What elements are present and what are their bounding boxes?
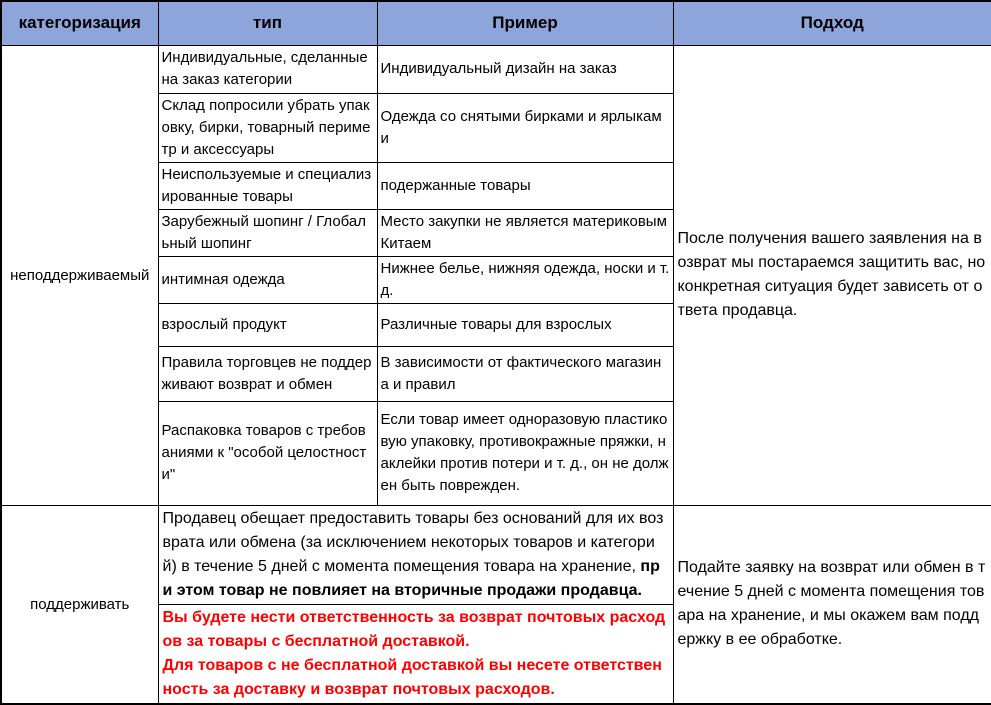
header-cell-categorization: категоризация — [1, 1, 158, 45]
category-cell-unsupported: неподдерживаемый — [1, 45, 158, 505]
type-cell: Правила торговцев не поддерживают возврат и обмен — [158, 346, 377, 401]
type-cell: Индивидуальные, сделанные на заказ категории — [158, 45, 377, 93]
example-cell: Нижнее белье, нижняя одежда, носки и т.д. — [377, 256, 673, 303]
example-cell: В зависимости от фактического магазина и правил — [377, 346, 673, 401]
postage-warning-cell — [158, 604, 673, 704]
header-cell-example: Пример — [377, 1, 673, 45]
approach-cell-unsupported: После получения вашего заявления на возврат мы постараемся защитить вас, но конкретная ситуация будет зависеть от ответа продавца. — [673, 45, 991, 505]
seller-promise-cell — [158, 505, 673, 604]
warning-line-2: Для товаров с не бесплатной доставкой вы несете ответственность за доставку и возврат почтовых расходов. — [162, 656, 662, 698]
type-cell: Склад попросили убрать упаковку, бирки, товарный периметр и аксессуары — [158, 93, 377, 162]
table-row — [1, 45, 991, 93]
promise-text-bold: при этом товар не повлияет на вторичные продажи продавца. — [162, 557, 660, 599]
example-cell: Различные товары для взрослых — [377, 303, 673, 346]
type-cell: Распаковка товаров с требованиями к "особой целостности" — [158, 401, 377, 505]
example-cell: Индивидуальный дизайн на заказ — [377, 45, 673, 93]
example-cell: подержанные товары — [377, 162, 673, 209]
header-cell-type: тип — [158, 1, 377, 45]
header-row — [1, 1, 991, 45]
type-cell: взрослый продукт — [158, 303, 377, 346]
warning-line-1: Вы будете нести ответственность за возврат почтовых расходов за товары с бесплатной доставкой. — [162, 608, 666, 650]
example-cell: Одежда со снятыми бирками и ярлыками — [377, 93, 673, 162]
example-cell: Если товар имеет одноразовую пластиковую упаковку, противокражные пряжки, наклейки против потери и т. д., он не должен быть поврежден. — [377, 401, 673, 505]
category-cell-supported: поддерживать — [1, 505, 158, 704]
table-row — [1, 505, 991, 604]
approach-cell-supported: Подайте заявку на возврат или обмен в течение 5 дней с момента помещения товара на хранение, и мы окажем вам поддержку в ее обработке. — [673, 505, 991, 704]
type-cell: Неиспользуемые и специализированные товары — [158, 162, 377, 209]
type-cell: Зарубежный шопинг / Глобальный шопинг — [158, 209, 377, 256]
type-cell: интимная одежда — [158, 256, 377, 303]
example-cell: Место закупки не является материковым Китаем — [377, 209, 673, 256]
promise-text-normal: Продавец обещает предоставить товары без оснований для их возврата или обмена (за исключением некоторых товаров и категорий) в течение 5 дней с момента помещения товара на хранение, — [162, 509, 664, 575]
header-cell-approach: Подход — [673, 1, 991, 45]
